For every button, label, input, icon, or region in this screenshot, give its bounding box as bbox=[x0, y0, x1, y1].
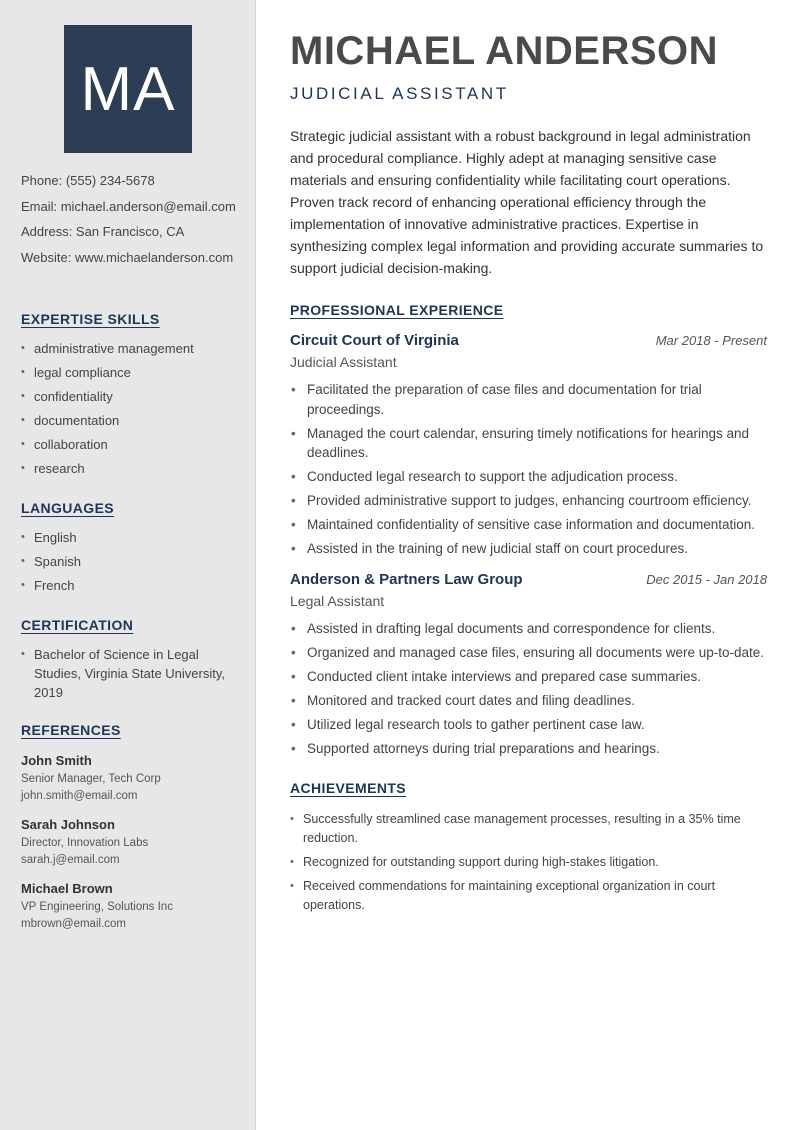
job-dates: Dec 2015 - Jan 2018 bbox=[646, 571, 767, 587]
job-bullet: • Conducted legal research to support the adjudication process. bbox=[290, 467, 767, 487]
languages-list bbox=[21, 528, 255, 595]
contact-address: Address: San Francisco, CA bbox=[21, 224, 185, 239]
language-item: • Spanish bbox=[21, 552, 255, 571]
skill-item: • research bbox=[21, 459, 255, 478]
job-dates: Mar 2018 - Present bbox=[655, 333, 767, 348]
certification-section bbox=[21, 617, 226, 702]
reference-role: VP Engineering, Solutions Inc bbox=[21, 901, 173, 913]
job-bullet: • Facilitated the preparation of case files and documentation for trial proceedings. bbox=[290, 380, 767, 419]
candidate-title: JUDICIAL ASSISTANT bbox=[290, 84, 509, 103]
job-title: Legal Assistant bbox=[290, 592, 385, 609]
certification-list bbox=[21, 645, 226, 702]
job-company: Circuit Court of Virginia bbox=[290, 332, 459, 349]
job-bullet: • Provided administrative support to judges, enhancing courtroom efficiency. bbox=[290, 491, 767, 511]
monogram-initials: MA bbox=[80, 54, 176, 124]
reference-entry bbox=[21, 817, 255, 869]
reference-email: sarah.j@email.com bbox=[21, 854, 120, 866]
contact-info bbox=[21, 172, 255, 274]
achievements-section bbox=[290, 780, 767, 915]
job-bullet: • Maintained confidentiality of sensitive case information and documentation. bbox=[290, 515, 767, 535]
contact-email: Email: michael.anderson@email.com bbox=[21, 198, 236, 214]
job-header bbox=[290, 332, 767, 349]
job-bullet: • Conducted client intake interviews and prepared case summaries. bbox=[290, 667, 767, 687]
skill-item: • collaboration bbox=[21, 435, 255, 454]
certification-item: • Bachelor of Science in Legal Studies, Virginia State University, 2019 bbox=[21, 645, 226, 702]
achievements-heading: ACHIEVEMENTS bbox=[290, 780, 407, 796]
job-bullet: • Utilized legal research tools to gather pertinent case law. bbox=[290, 715, 767, 735]
certification-heading: CERTIFICATION bbox=[21, 617, 134, 633]
reference-email: john.smith@email.com bbox=[21, 790, 138, 802]
skill-item: • administrative management bbox=[21, 339, 255, 358]
achievement-item: • Recognized for outstanding support during high-stakes litigation. bbox=[290, 853, 767, 872]
skills-list bbox=[21, 339, 255, 478]
monogram-avatar bbox=[64, 25, 192, 153]
skill-item: • legal compliance bbox=[21, 363, 255, 382]
job-header bbox=[290, 571, 767, 588]
job-bullet: • Monitored and tracked court dates and filing deadlines. bbox=[290, 691, 767, 711]
job-entry bbox=[290, 571, 767, 759]
job-bullet: • Supported attorneys during trial preparations and hearings. bbox=[290, 739, 767, 759]
reference-name: John Smith bbox=[21, 753, 92, 768]
job-company: Anderson & Partners Law Group bbox=[290, 570, 523, 588]
experience-heading: PROFESSIONAL EXPERIENCE bbox=[290, 302, 504, 318]
skill-item: • confidentiality bbox=[21, 387, 255, 406]
achievements-list bbox=[290, 810, 767, 915]
skills-heading: EXPERTISE SKILLS bbox=[21, 311, 160, 327]
reference-role: Director, Innovation Labs bbox=[21, 837, 149, 849]
skill-item: • documentation bbox=[21, 411, 255, 430]
achievement-item: • Received commendations for maintaining exceptional organization in court operations. bbox=[290, 877, 767, 915]
contact-phone: Phone: (555) 234-5678 bbox=[21, 173, 155, 188]
reference-name: Michael Brown bbox=[21, 881, 113, 896]
job-bullet: • Managed the court calendar, ensuring timely notifications for hearings and deadlines. bbox=[290, 424, 767, 463]
language-item: • French bbox=[21, 576, 255, 595]
reference-name: Sarah Johnson bbox=[21, 817, 115, 832]
language-item: • English bbox=[21, 528, 255, 547]
job-bullets bbox=[290, 619, 767, 759]
job-entry bbox=[290, 332, 767, 559]
profile-summary: Strategic judicial assistant with a robust background in legal administration and procedural compliance. Highly adept at managing sensitive case materials and ensuring confidentiality while facilitating court operations. Proven track record of enhancing operational efficiency through the implementation of innovative administrative practices. Expertise in synthesizing complex legal information and providing accurate summaries to support judicial decision-making. bbox=[290, 128, 764, 276]
references-heading: REFERENCES bbox=[21, 722, 121, 738]
experience-section bbox=[290, 302, 767, 758]
job-title: Judicial Assistant bbox=[290, 354, 397, 370]
achievement-item: • Successfully streamlined case management processes, resulting in a 35% time reduction. bbox=[290, 810, 767, 848]
job-bullet: • Assisted in drafting legal documents and correspondence for clients. bbox=[290, 619, 767, 639]
contact-website: Website: www.michaelanderson.com bbox=[21, 249, 234, 265]
job-bullets bbox=[290, 380, 767, 559]
candidate-name: MICHAEL ANDERSON bbox=[290, 29, 719, 73]
languages-section bbox=[21, 500, 255, 595]
reference-email: mbrown@email.com bbox=[21, 918, 126, 930]
reference-entry bbox=[21, 753, 255, 805]
main-content bbox=[256, 0, 800, 1130]
skills-section bbox=[21, 311, 255, 478]
references-section bbox=[21, 722, 255, 933]
languages-heading: LANGUAGES bbox=[21, 500, 115, 516]
job-bullet: • Assisted in the training of new judicial staff on court procedures. bbox=[290, 539, 767, 559]
reference-role: Senior Manager, Tech Corp bbox=[21, 773, 161, 785]
sidebar bbox=[0, 0, 256, 1130]
reference-entry bbox=[21, 881, 255, 933]
job-bullet: • Organized and managed case files, ensuring all documents were up-to-date. bbox=[290, 643, 767, 663]
